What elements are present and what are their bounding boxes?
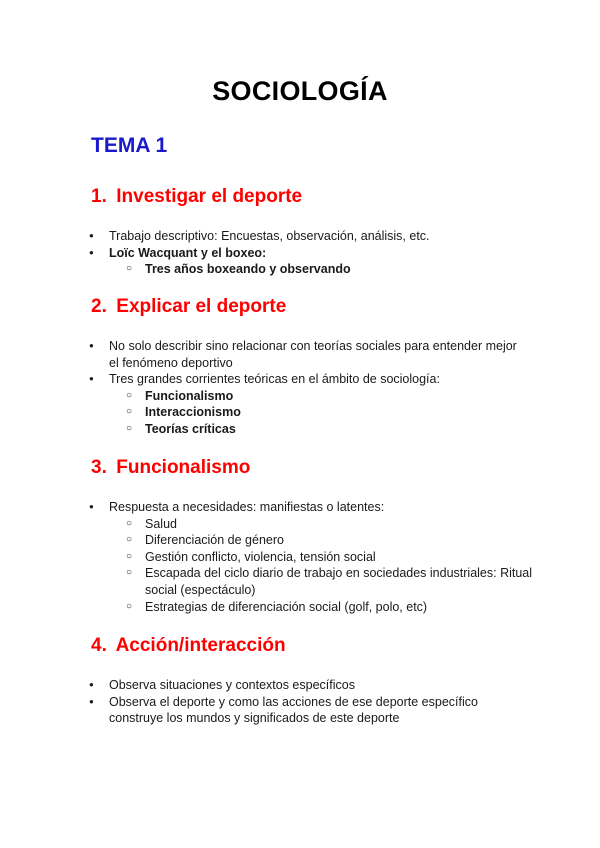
section-2-list	[0, 338, 600, 438]
section-3-number: 3.	[91, 457, 107, 478]
section-3-heading	[91, 457, 250, 479]
section-4-list	[0, 677, 600, 727]
tema-heading: TEMA 1	[91, 134, 168, 157]
section-4-title: Acción/interacción	[115, 635, 286, 656]
list-subitem: ○ Interaccionismo	[0, 404, 600, 421]
list-subitem: ○ Diferenciación de género	[0, 532, 600, 549]
list-item: ● Observa el deporte y como las acciones de ese deporte específico construye los mundos y significados de este deporte	[0, 694, 600, 727]
list-item: ● Respuesta a necesidades: manifiestas o latentes:	[0, 499, 600, 516]
section-2-heading	[91, 296, 286, 318]
section-1-heading	[91, 186, 302, 208]
section-1-title: Investigar el deporte	[116, 186, 303, 207]
list-item: ● Tres grandes corrientes teóricas en el ámbito de sociología:	[0, 371, 600, 388]
list-subitem: ○ Gestión conflicto, violencia, tensión social	[0, 549, 600, 566]
list-subitem: ○ Estrategias de diferenciación social (golf, polo, etc)	[0, 599, 600, 616]
section-3-list	[0, 499, 600, 615]
list-subitem: ○ Teorías críticas	[0, 421, 600, 438]
section-4-heading	[91, 635, 286, 657]
list-subitem: ○ Escapada del ciclo diario de trabajo en sociedades industriales: Ritual social (espectáculo)	[0, 565, 600, 598]
section-1-list	[0, 228, 600, 278]
section-2-title: Explicar el deporte	[116, 296, 287, 317]
section-1-number: 1.	[91, 186, 107, 207]
list-subitem: ○ Funcionalismo	[0, 388, 600, 405]
list-item: ● Observa situaciones y contextos específicos	[0, 677, 600, 694]
list-item: ● Trabajo descriptivo: Encuestas, observación, análisis, etc.	[0, 228, 600, 245]
section-4-number: 4.	[91, 635, 107, 656]
list-item: ● No solo describir sino relacionar con teorías sociales para entender mejor el fenómeno deportivo	[0, 338, 600, 371]
list-subitem: ○ Salud	[0, 516, 600, 533]
document-title: SOCIOLOGÍA	[212, 76, 388, 106]
list-subitem: ○ Tres años boxeando y observando	[0, 261, 600, 278]
section-2-number: 2.	[91, 296, 107, 317]
list-item: ● Loïc Wacquant y el boxeo:	[0, 245, 600, 262]
section-3-title: Funcionalismo	[116, 457, 251, 478]
